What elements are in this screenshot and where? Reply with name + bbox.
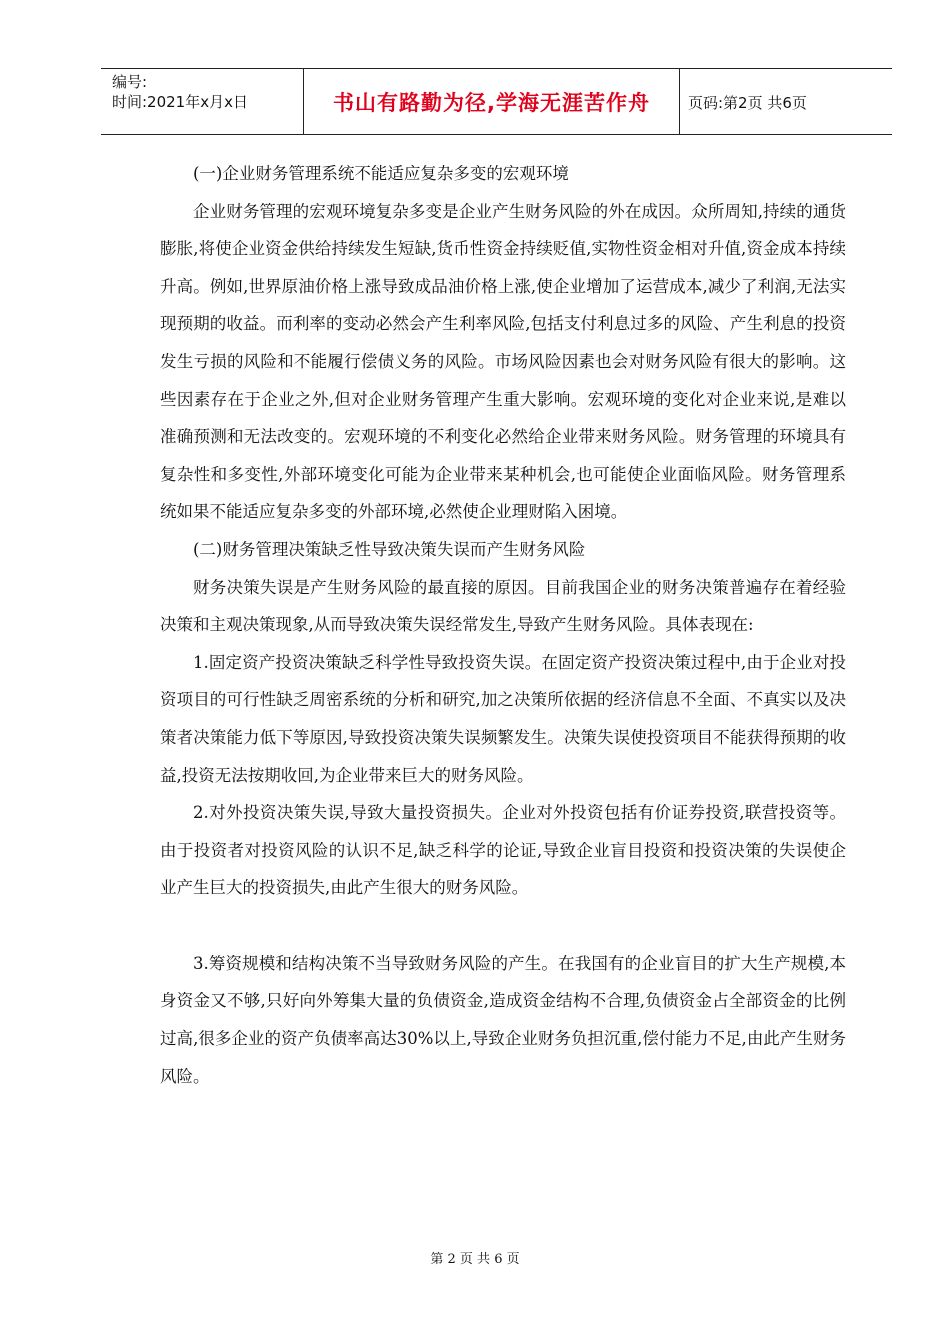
header-meta-cell [101,69,304,134]
header-motto-cell [304,69,680,134]
header-motto: 书山有路勤为径,学海无涯苦作舟 [333,91,650,115]
page-header [101,68,892,135]
section-heading-2: (二)财务管理决策缺乏性导致决策失误而产生财务风险 [193,539,586,559]
list-item-1: 1.固定资产投资决策缺乏科学性导致投资失误。在固定资产投资决策过程中,由于企业对投资项目的可行性缺乏周密系统的分析和研究,加之决策所依据的经济信息不全面、不真实以及决策者决策能力低下等原因,导致投资决策失误频繁发生。决策失误使投资项目不能获得预期的收益,投资无法按期收回,为企业带来巨大的财务风险。 [160,652,846,785]
paragraph-2: 财务决策失误是产生财务风险的最直接的原因。目前我国企业的财务决策普遍存在着经验决策和主观决策现象,从而导致决策失误经常发生,导致产生财务风险。具体表现在: [160,577,846,635]
document-date-label: 时间:2021年x月x日 [112,93,248,111]
document-body [160,155,846,1095]
header-page-cell [680,69,892,134]
page-footer: 第 2 页 共 6 页 [430,1252,520,1267]
paragraph-1: 企业财务管理的宏观环境复杂多变是企业产生财务风险的外在成因。众所周知,持续的通货膨胀,将使企业资金供给持续发生短缺,货币性资金持续贬值,实物性资金相对升值,资金成本持续升高。例如,世界原油价格上涨导致成品油价格上涨,使企业增加了运营成本,减少了利润,无法实现预期的收益。而利率的变动必然会产生利率风险,包括支付利息过多的风险、产生利息的投资发生亏损的风险和不能履行偿债义务的风险。市场风险因素也会对财务风险有很大的影响。这些因素存在于企业之外,但对企业财务管理产生重大影响。宏观环境的变化对企业来说,是难以准确预测和无法改变的。宏观环境的不利变化必然给企业带来财务风险。财务管理的环境具有复杂性和多变性,外部环境变化可能为企业带来某种机会,也可能使企业面临风险。财务管理系统如果不能适应复杂多变的外部环境,必然使企业理财陷入困境。 [160,201,846,522]
header-page-info: 页码:第2页 共6页 [688,94,807,112]
section-heading-1: (一)企业财务管理系统不能适应复杂多变的宏观环境 [193,164,569,183]
list-item-2: 2.对外投资决策失误,导致大量投资损失。企业对外投资包括有价证券投资,联营投资等。由于投资者对投资风险的认识不足,缺乏科学的论证,导致企业盲目投资和投资决策的失误使企业产生巨大的投资损失,由此产生很大的财务风险。 [160,803,846,898]
document-number-label: 编号: [112,73,148,91]
list-item-3: 3.筹资规模和结构决策不当导致财务风险的产生。在我国有的企业盲目的扩大生产规模,本身资金又不够,只好向外筹集大量的负债资金,造成资金结构不合理,负债资金占全部资金的比例过高,很多企业的资产负债率高达30%以上,导致企业财务负担沉重,偿付能力不足,由此产生财务风险。 [160,953,846,1086]
